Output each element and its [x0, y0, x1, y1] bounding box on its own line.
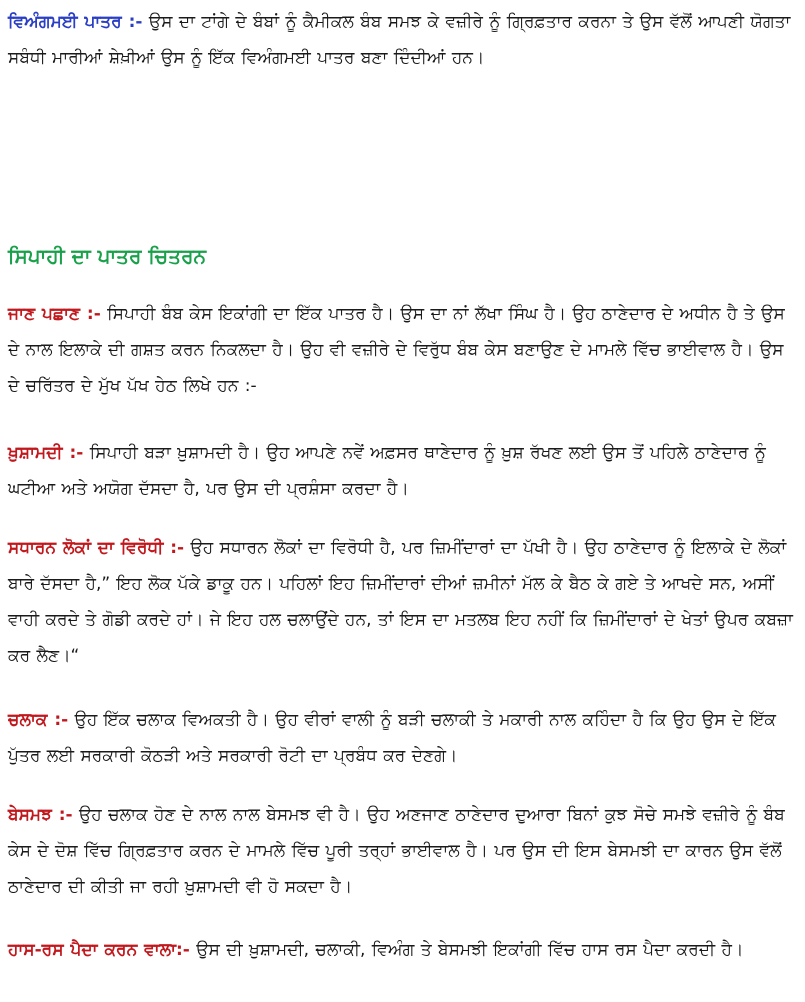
text-flatterer: ਸਿਪਾਹੀ ਬੜਾ ਖ਼ੁਸ਼ਾਮਦੀ ਹੈ। ਉਹ ਆਪਣੇ ਨਵੇਂ ਅਫ਼ਸਰ ਥਾਣੇਦਾਰ ਨੂੰ ਖ਼ੁਸ਼ ਰੱਖਣ ਲਈ ਉਸ ਤੋਂ ਪਹਿਲੇ ਠਾਣੇਦਾਰ ਨੂੰ ਘਟੀਆ ਅਤੇ ਅਯੋਗ ਦੱਸਦਾ ਹੈ, ਪਰ ਉਸ ਦੀ ਪ੍ਰਸ਼ੰਸਾ ਕਰਦਾ ਹੈ।	[8, 443, 766, 499]
paragraph-humor	[8, 932, 795, 968]
paragraph-introduction	[8, 296, 795, 404]
text-clever: ਉਹ ਇੱਕ ਚਲਾਕ ਵਿਅਕਤੀ ਹੈ। ਉਹ ਵੀਰਾਂ ਵਾਲੀ ਨੂੰ ਬੜੀ ਚਲਾਕੀ ਤੇ ਮਕਾਰੀ ਨਾਲ ਕਹਿੰਦਾ ਹੈ ਕਿ ਉਹ ਉਸ ਦੇ ਇੱਕ ਪੁੱਤਰ ਲਈ ਸਰਕਾਰੀ ਕੋਠੜੀ ਅਤੇ ਸਰਕਾਰੀ ਰੋਟੀ ਦਾ ਪ੍ਰਬੰਧ ਕਰ ਦੇਣਗੇ।	[8, 710, 776, 766]
paragraph-clever	[8, 702, 795, 774]
section-heading: ਸਿਪਾਹੀ ਦਾ ਪਾਤਰ ਚਿਤਰਨ	[8, 244, 206, 268]
text-ignorant: ਉਹ ਚਲਾਕ ਹੋਣ ਦੇ ਨਾਲ ਨਾਲ ਬੇਸਮਝ ਵੀ ਹੈ। ਉਹ ਅਣਜਾਣ ਠਾਣੇਦਾਰ ਦੁਆਰਾ ਬਿਨਾਂ ਕੁਝ ਸੋਚੇ ਸਮਝੇ ਵਜ਼ੀਰੇ ਨੂੰ ਬੰਬ ਕੇਸ ਦੇ ਦੋਸ਼ ਵਿੱਚ ਗ੍ਰਿਫ਼ਤਾਰ ਕਰਨ ਦੇ ਮਾਮਲੇ ਵਿੱਚ ਪੂਰੀ ਤਰ੍ਹਾਂ ਭਾਈਵਾਲ ਹੈ। ਪਰ ਉਸ ਦੀ ਇਸ ਬੇਸਮਝੀ ਦਾ ਕਾਰਨ ਉਸ ਵੱਲੋਂ ਠਾਣੇਦਾਰ ਦੀ ਕੀਤੀ ਜਾ ਰਹੀ ਖ਼ੁਸ਼ਾਮਦੀ ਵੀ ਹੋ ਸਕਦਾ ਹੈ।	[8, 805, 785, 897]
text-villain: ਉਸ ਦਾ ਟਾਂਗੇ ਦੇ ਬੰਬਾਂ ਨੂੰ ਕੈਮੀਕਲ ਬੰਬ ਸਮਝ ਕੇ ਵਜ਼ੀਰੇ ਨੂੰ ਗ੍ਰਿਫ਼ਤਾਰ ਕਰਨਾ ਤੇ ਉਸ ਵੱਲੋਂ ਆਪਣੀ ਯੋਗਤਾ ਸਬੰਧੀ ਮਾਰੀਆਂ ਸ਼ੇਖ਼ੀਆਂ ਉਸ ਨੂੰ ਇੱਕ ਵਿਅੰਗਮਈ ਪਾਤਰ ਬਣਾ ਦਿੰਦੀਆਂ ਹਨ।	[8, 12, 791, 68]
label-flatterer: ਖ਼ੁਸ਼ਾਮਦੀ :-	[8, 443, 84, 463]
paragraph-ignorant	[8, 797, 795, 905]
paragraph-flatterer	[8, 435, 795, 507]
label-ignorant: ਬੇਸਮਝ :-	[8, 805, 73, 825]
text-humor: ਉਸ ਦੀ ਖ਼ੁਸ਼ਾਮਦੀ, ਚਲਾਕੀ, ਵਿਅੰਗ ਤੇ ਬੇਸਮਝੀ ਇਕਾਂਗੀ ਵਿੱਚ ਹਾਸ ਰਸ ਪੈਦਾ ਕਰਦੀ ਹੈ।	[189, 940, 744, 960]
paragraph-opponent	[8, 530, 795, 674]
label-villain: ਵਿਅੰਗਮਈ ਪਾਤਰ :-	[8, 12, 143, 32]
text-opponent: ਉਹ ਸਧਾਰਨ ਲੋਕਾਂ ਦਾ ਵਿਰੋਧੀ ਹੈ, ਪਰ ਜ਼ਿਮੀਂਦਾਰਾਂ ਦਾ ਪੱਖੀ ਹੈ। ਉਹ ਠਾਣੇਦਾਰ ਨੂੰ ਇਲਾਕੇ ਦੇ ਲੋਕਾਂ ਬਾਰੇ ਦੱਸਦਾ ਹੈ,” ਇਹ ਲੋਕ ਪੱਕੇ ਡਾਕੂ ਹਨ। ਪਹਿਲਾਂ ਇਹ ਜ਼ਿਮੀਂਦਾਰਾਂ ਦੀਆਂ ਜ਼ਮੀਨਾਂ ਮੱਲ ਕੇ ਬੈਠ ਕੇ ਗਏ ਤੇ ਆਖਦੇ ਸਨ, ਅਸੀਂ ਵਾਹੀ ਕਰਦੇ ਤੇ ਗੋਡੀ ਕਰਦੇ ਹਾਂ। ਜੇ ਇਹ ਹਲ ਚਲਾਉਂਦੇ ਹਨ, ਤਾਂ ਇਸ ਦਾ ਮਤਲਬ ਇਹ ਨਹੀਂ ਕਿ ਜ਼ਿਮੀਂਦਾਰਾਂ ਦੇ ਖੇਤਾਂ ਉਪਰ ਕਬਜ਼ਾ ਕਰ ਲੈਣ।“	[8, 538, 793, 666]
label-humor: ਹਾਸ-ਰਸ ਪੈਦਾ ਕਰਨ ਵਾਲਾ:-	[8, 940, 190, 960]
label-opponent: ਸਧਾਰਨ ਲੋਕਾਂ ਦਾ ਵਿਰੋਧੀ :-	[8, 538, 185, 558]
label-introduction: ਜਾਣ ਪਛਾਣ :-	[8, 304, 101, 324]
text-introduction: ਸਿਪਾਹੀ ਬੰਬ ਕੇਸ ਇਕਾਂਗੀ ਦਾ ਇੱਕ ਪਾਤਰ ਹੈ। ਉਸ ਦਾ ਨਾਂ ਲੱਖਾ ਸਿੰਘ ਹੈ। ਉਹ ਠਾਣੇਦਾਰ ਦੇ ਅਧੀਨ ਹੈ ਤੇ ਉਸ ਦੇ ਨਾਲ ਇਲਾਕੇ ਦੀ ਗਸ਼ਤ ਕਰਨ ਨਿਕਲਦਾ ਹੈ। ਉਹ ਵੀ ਵਜ਼ੀਰੇ ਦੇ ਵਿਰੁੱਧ ਬੰਬ ਕੇਸ ਬਣਾਉਣ ਦੇ ਮਾਮਲੇ ਵਿੱਚ ਭਾਈਵਾਲ ਹੈ। ਉਸ ਦੇ ਚਰਿੱਤਰ ਦੇ ਮੁੱਖ ਪੱਖ ਹੇਠ ਲਿਖੇ ਹਨ :-	[8, 304, 785, 396]
paragraph-villain	[8, 4, 795, 76]
label-clever: ਚਲਾਕ :-	[8, 710, 69, 730]
